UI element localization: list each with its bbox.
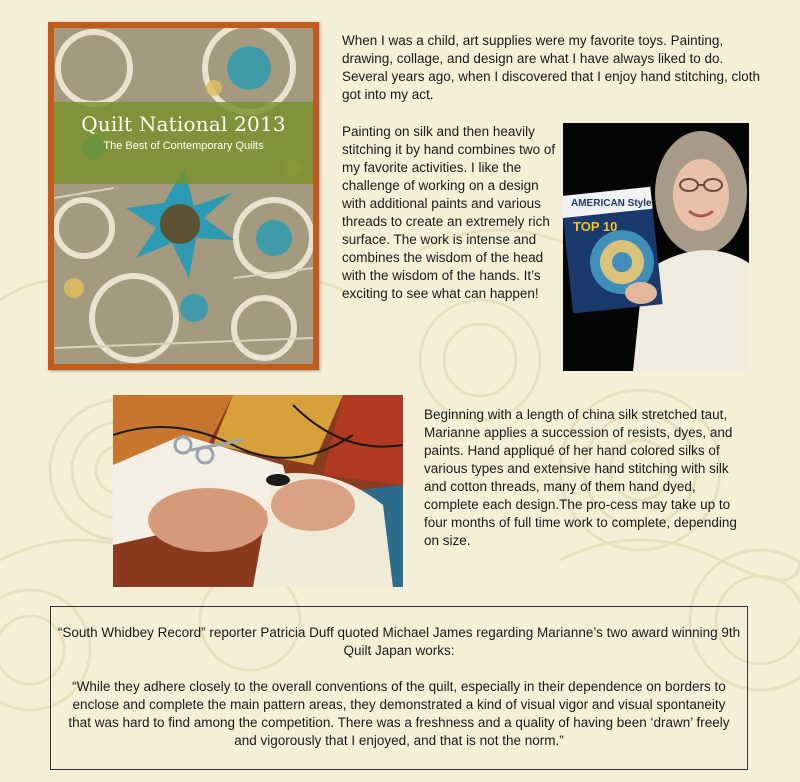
book-title: Quilt National 2013 — [81, 112, 286, 136]
book-subtitle: The Best of Contemporary Quilts — [103, 140, 264, 152]
hands-stitching-photo — [113, 395, 403, 587]
silk-paragraph: Painting on silk and then heavily stitching it by hand combines two of my favorite activities. I like the challenge of working on a design with additional paints and various threads to create an extremely rich surface. The work is intense and combines the wisdom of the head with the wisdom of the hands. It’s exciting to see what can happen! — [342, 124, 556, 301]
magazine-brand: AMERICAN Style — [571, 198, 652, 209]
quote-intro: “South Whidbey Record” reporter Patricia Duff quoted Michael James regarding Marianne’s two award winning 9th Quilt Japan works: — [57, 625, 741, 658]
hands-stitching-image — [113, 395, 403, 587]
intro-paragraph: When I was a child, art supplies were my favorite toys. Painting, drawing, collage, and design are what I have always liked to do. Several years ago, when I discovered that I enjoy hand stitching, cloth got into my act. — [342, 33, 760, 102]
book-cover-art — [54, 28, 313, 364]
quilt-pattern-image — [54, 28, 313, 364]
book-cover — [48, 22, 319, 370]
artist-figure — [563, 123, 749, 371]
process-paragraph: Beginning with a length of china silk stretched taut, Marianne applies a succession of resists, dyes, and paints. Hand appliqué of her hand colored silks of various types and extensive hand stitching with silk and cotton threads, many of them hand dyed, complete each design.The pro-cess may take up to four months of full time work to complete, depending on size. — [424, 407, 737, 548]
quote-text: “While they adhere closely to the overall conventions of the quilt, especially in their dependence on borders to enclose and complete the main pattern areas, they demonstrated a kind of visual vigor and visual spontaneity that was hard to find among the competition. There was a freshness and a quality of having been ‘drawn’ freely and vigorously that I enjoyed, and that is not the norm.” — [68, 679, 730, 748]
quote-box — [50, 606, 748, 770]
magazine-headline: TOP 10 — [573, 219, 618, 234]
artist-photo — [563, 123, 749, 371]
